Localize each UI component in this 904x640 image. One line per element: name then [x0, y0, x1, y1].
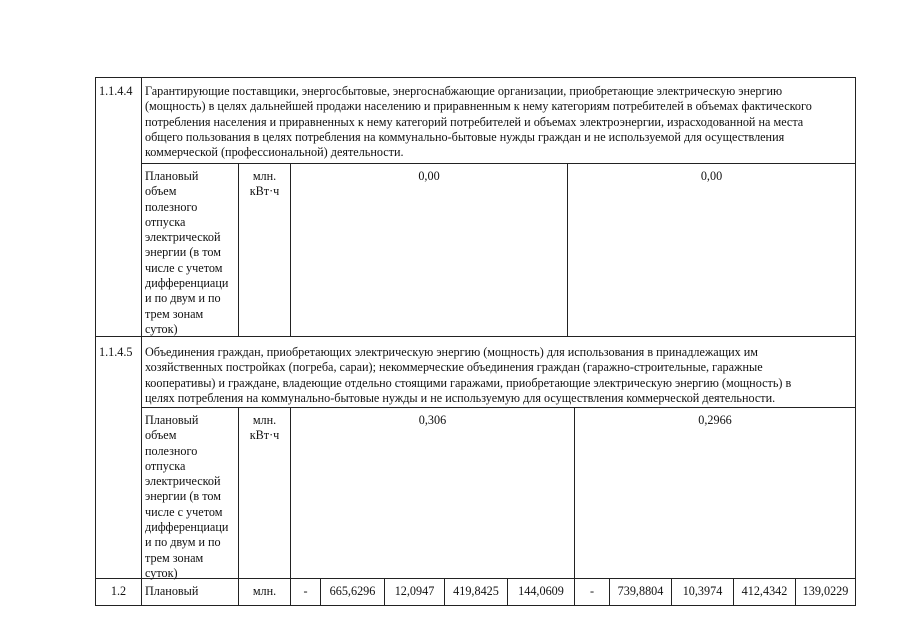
value-cell: 412,4342	[741, 584, 788, 598]
table-border	[141, 77, 142, 606]
row-code: 1.1.4.5	[99, 345, 133, 359]
row-code: 1.1.4.4	[99, 84, 133, 98]
unit-label: млн. кВт·ч	[249, 169, 280, 199]
value-cell: -	[589, 584, 595, 598]
table-border	[95, 605, 856, 606]
indicator-name: Плановый	[145, 584, 199, 598]
unit-label: млн. кВт·ч	[249, 413, 280, 443]
indicator-name: Плановый объем полезного отпуска электрической энергии (в том числе с учетом дифференциаци и по двум и по трем зонам суток)	[145, 413, 229, 580]
value-cell: -	[303, 584, 308, 598]
table-border	[95, 77, 856, 78]
table-border	[141, 163, 856, 164]
row-code: 1.2	[110, 584, 127, 598]
value-cell: 10,3974	[682, 584, 723, 598]
value-cell: 12,0947	[394, 584, 435, 598]
value-cell: 139,0229	[802, 584, 849, 598]
category-description: Объединения граждан, приобретающих электрическую энергию (мощность) для использования в принадлежащих им хозяйственных постройках (погреба, сараи); некоммерческие объединения граждан (гаражно-строительные, гаражные кооперативы) и граждане, владеющие отдельно стоящими гаражами, приобретающие электрическую энергию (мощность) в целях потребления на коммунально-бытовые нужды и не используемую для осуществления коммерческой деятельности.	[145, 345, 792, 405]
table-border	[95, 77, 96, 606]
value-cell: 665,6296	[329, 584, 376, 598]
unit-label: млн.	[252, 584, 277, 598]
table-border	[290, 407, 291, 605]
value-cell: 0,00	[700, 169, 723, 183]
value-cell: 0,2966	[698, 413, 732, 427]
value-cell: 739,8804	[617, 584, 664, 598]
table-border	[290, 163, 291, 336]
value-cell: 0,306	[418, 413, 447, 427]
value-cell: 144,0609	[518, 584, 564, 598]
value-cell: 419,8425	[453, 584, 499, 598]
category-description: Гарантирующие поставщики, энергосбытовые, энергоснабжающие организации, приобретающие электрическую энергию (мощность) в целях дальнейшей продажи населению и приравненным к нему категориям потребителей в объемах фактического потребления населения и приравненных к нему категорий потребителей и объемах электроэнергии, израсходованной на места общего пользования в целях потребления на коммунально-бытовые нужды граждан и не используемой для осуществления коммерческой (профессиональной) деятельности.	[145, 84, 812, 160]
table-border	[141, 407, 856, 408]
table-border	[855, 77, 856, 606]
table-border	[567, 163, 568, 336]
value-cell: 0,00	[418, 169, 440, 183]
indicator-name: Плановый объем полезного отпуска электрической энергии (в том числе с учетом дифференциаци и по двум и по трем зонам суток)	[145, 169, 229, 336]
table-border	[574, 407, 575, 578]
